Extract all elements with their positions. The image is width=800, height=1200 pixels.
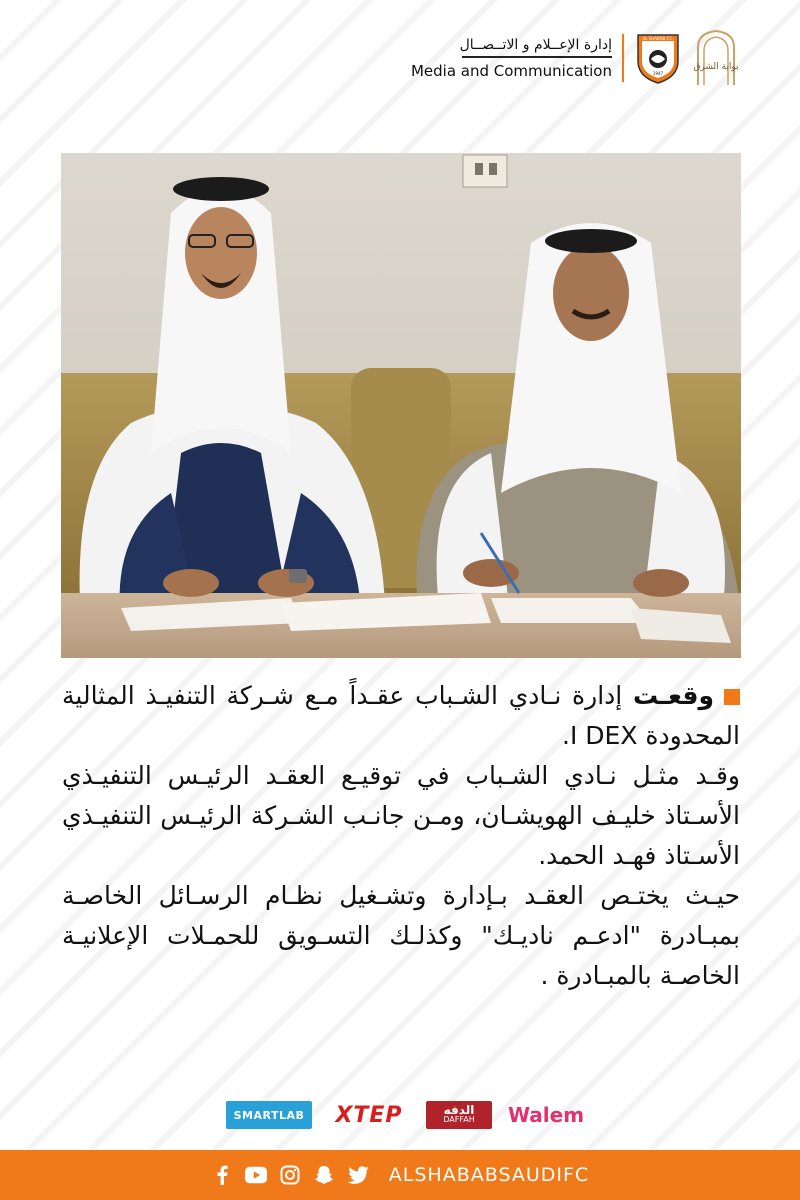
header-underline [462, 56, 612, 58]
photo-illustration [61, 153, 741, 658]
article-lead: وقعـت [632, 681, 714, 710]
article-paragraph-2: وقـد مثـل نـادي الشـباب في توقيـع العقـد الرئيـس التنفيـذي الأسـتاذ خليـف الهويشـان، ومـن جانـب الشـركة الرئيـس التنفيـذي الأسـتاذ فهـد الحمد. [62, 761, 740, 870]
daffah-logo-en: DAFFAH [443, 1115, 475, 1124]
walem-logo: Walem [507, 1103, 585, 1127]
smartlab-logo: SMARTLAB [226, 1101, 312, 1129]
header-text [411, 36, 612, 80]
header-divider [622, 34, 624, 82]
header [411, 28, 740, 88]
club-logo-year: 1947 [652, 71, 664, 76]
orange-bullet-icon [724, 689, 740, 705]
instagram-icon[interactable] [279, 1164, 301, 1186]
club-logo [634, 31, 682, 85]
header-title-ar: إدارة الإعــلام و الاتــصــال [459, 37, 612, 53]
club-logo-text: AL SHABAB F.C. [642, 36, 674, 41]
portal-logo [692, 29, 740, 87]
twitter-icon[interactable] [347, 1164, 369, 1186]
xtep-logo: XTEP [335, 1102, 403, 1128]
youtube-icon[interactable] [245, 1164, 267, 1186]
social-handle[interactable]: ALSHABABSAUDIFC [388, 1164, 590, 1186]
contract-signing-photo [61, 153, 741, 658]
snapchat-icon[interactable] [313, 1164, 335, 1186]
footer-bar [0, 1150, 800, 1200]
header-title-en: Media and Communication [410, 62, 612, 80]
portal-logo-text: بوابة الشرق [693, 62, 739, 72]
article-body [62, 676, 740, 996]
article-p1-text: إدارة نـادي الشـباب عقـداً مـع شـركة التنفيـذ المثالية المحدودة I DEX. [62, 681, 740, 750]
facebook-icon[interactable] [211, 1164, 233, 1186]
sponsor-logos [226, 1097, 586, 1133]
article-paragraph-3: حيـث يختـص العقـد بـإدارة وتشـغيل نظـام الرسـائل الخاصـة بمبـادرة "ادعـم ناديـك" وكذلـك التسـويق للحمـلات الإعلانيـة الخاصـة بالمبـادرة . [62, 881, 740, 990]
daffah-logo-ar: الدفه [443, 1103, 475, 1117]
daffah-logo [426, 1101, 492, 1129]
article-paragraph-1 [62, 676, 740, 756]
